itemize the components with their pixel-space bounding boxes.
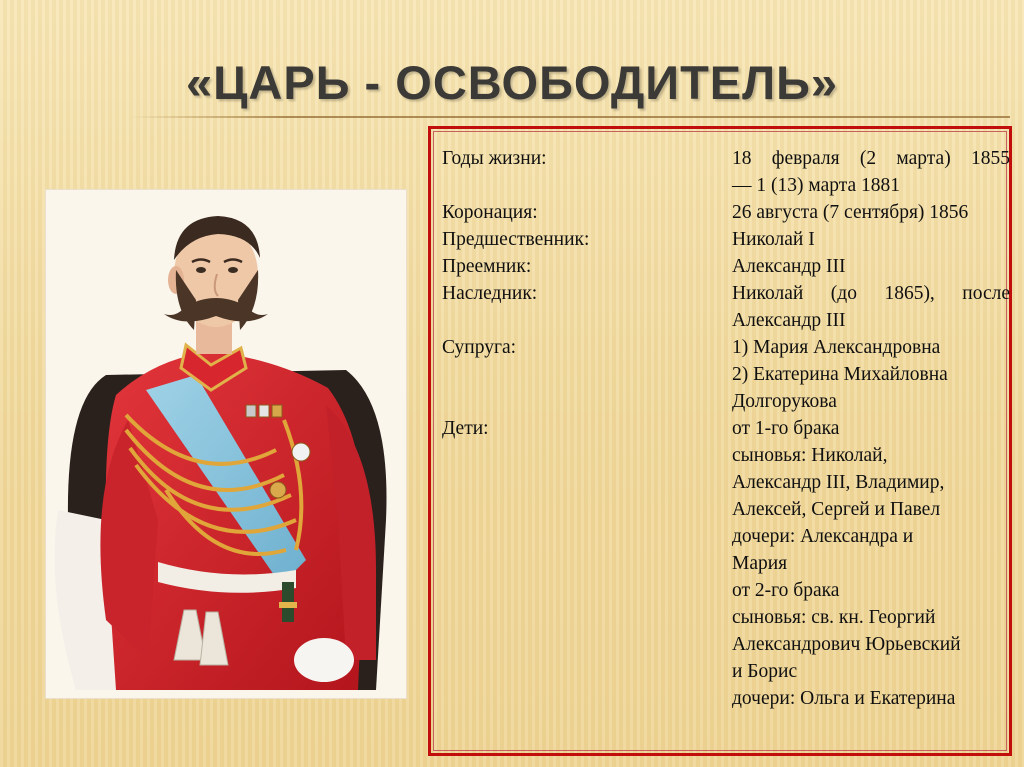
row-successor (442, 253, 1010, 280)
label-spouse: Супруга: (442, 337, 517, 358)
value-line: Николай (до 1865), после (732, 283, 1010, 304)
value-line: Александр III (732, 256, 846, 277)
value-successor (732, 253, 1010, 280)
value-line: сыновья: Николай, (732, 445, 888, 466)
value-line: Алексей, Сергей и Павел (732, 499, 941, 520)
value-line: Мария (732, 553, 788, 574)
value-line: Александр III, Владимир, (732, 472, 945, 493)
value-line: дочери: Ольга и Екатерина (732, 688, 956, 709)
row-coronation (442, 199, 1010, 226)
value-line: Долгорукова (732, 391, 837, 412)
row-heir (442, 280, 1010, 334)
value-children (732, 415, 1010, 712)
row-predecessor (442, 226, 1010, 253)
value-line: от 1-го брака (732, 418, 840, 439)
label-life-years: Годы жизни: (442, 148, 547, 169)
value-spouse (732, 334, 1010, 415)
slide-title: «ЦАРЬ - ОСВОБОДИТЕЛЬ» (185, 56, 839, 109)
info-rows (442, 145, 1010, 712)
label-coronation: Коронация: (442, 202, 538, 223)
value-line: — 1 (13) марта 1881 (732, 175, 901, 196)
value-predecessor (732, 226, 1010, 253)
info-box (428, 126, 1012, 756)
value-line: сыновья: св. кн. Георгий (732, 607, 936, 628)
value-life-years (732, 145, 1010, 199)
row-children (442, 415, 1010, 712)
label-heir: Наследник: (442, 283, 538, 304)
row-spouse (442, 334, 1010, 415)
value-line: 18 февраля (2 марта) 1855 (732, 148, 1010, 169)
value-line: Александрович Юрьевский (732, 634, 961, 655)
value-line: дочери: Александра и (732, 526, 914, 547)
value-line: 1) Мария Александровна (732, 337, 941, 358)
value-line: 26 августа (7 сентября) 1856 (732, 202, 969, 223)
value-line: 2) Екатерина Михайловна (732, 364, 948, 385)
row-life-years (442, 145, 1010, 199)
value-coronation (732, 199, 1010, 226)
label-children: Дети: (442, 418, 489, 439)
value-line: от 2-го брака (732, 580, 840, 601)
value-line: Александр III (732, 310, 846, 331)
label-successor: Преемник: (442, 256, 532, 277)
value-line: Николай I (732, 229, 815, 250)
value-heir (732, 280, 1010, 334)
label-predecessor: Предшественник: (442, 229, 590, 250)
portrait-image (46, 190, 406, 698)
title-underline (130, 116, 1010, 118)
portrait-drawing (46, 190, 406, 698)
value-line: и Борис (732, 661, 798, 682)
